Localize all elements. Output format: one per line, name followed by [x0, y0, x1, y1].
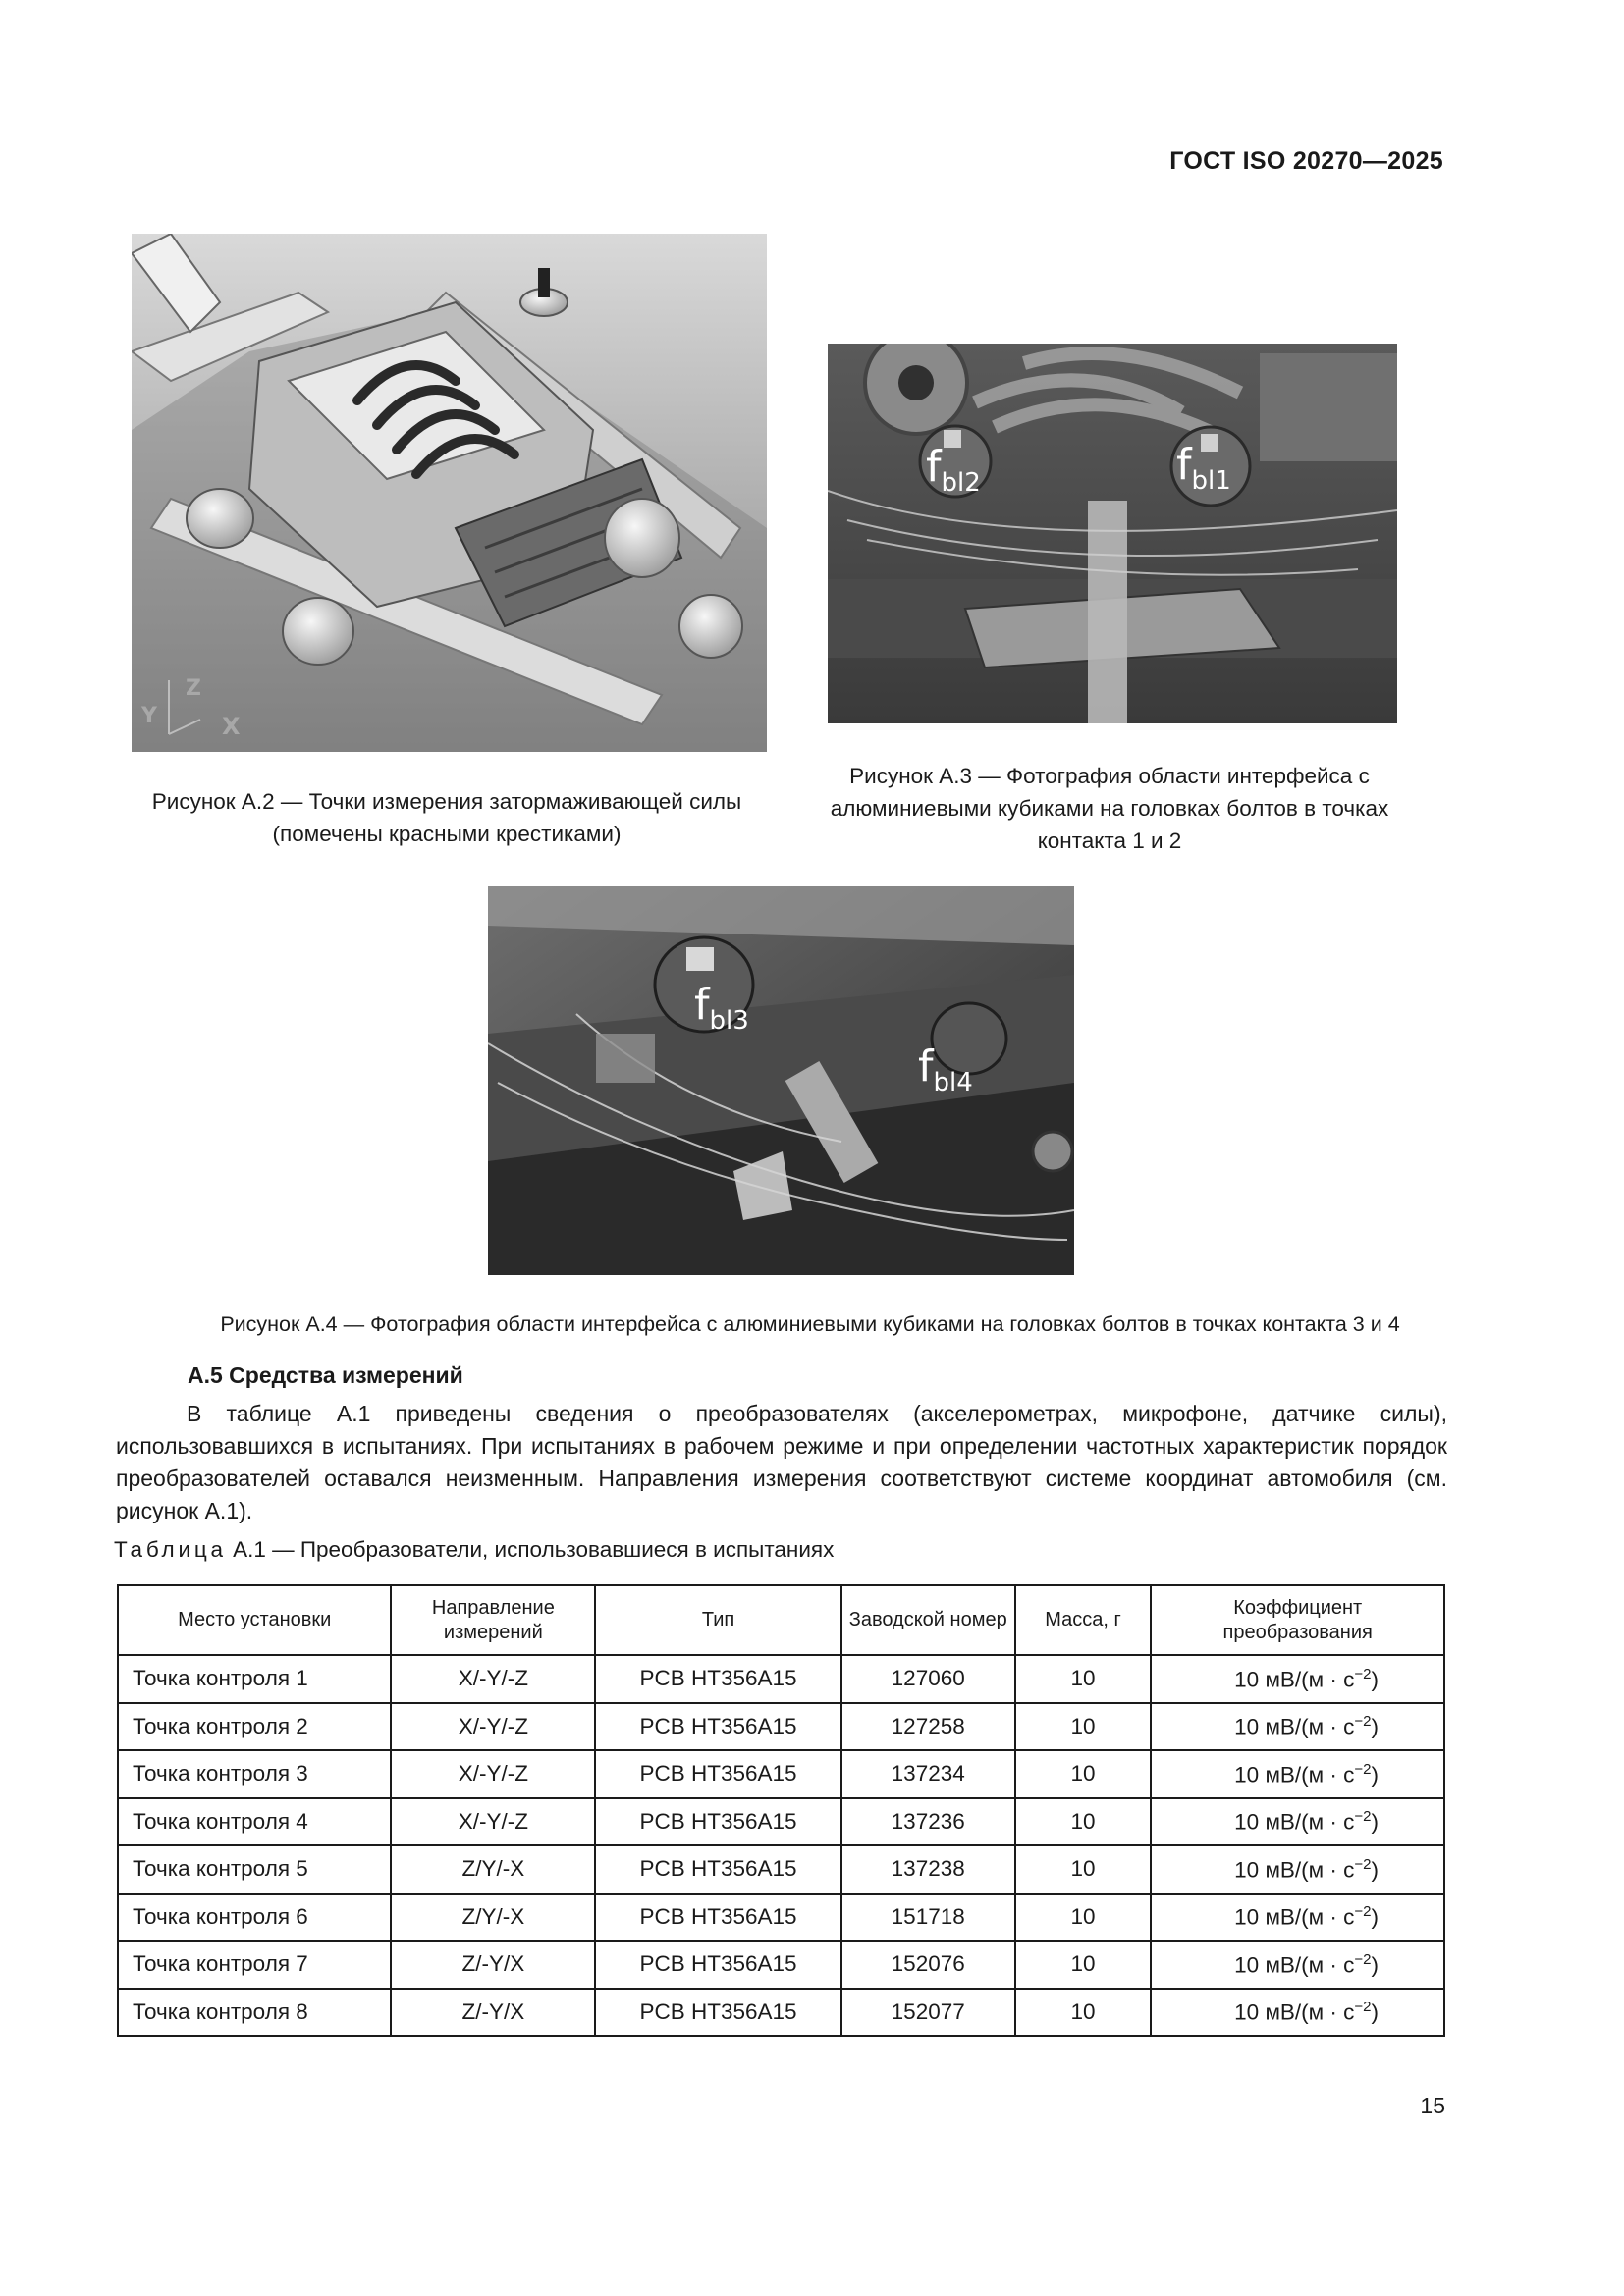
coefficient-value: 10 мВ/(м · с: [1234, 1857, 1355, 1882]
cell-place: Точка контроля 1: [118, 1655, 391, 1703]
coefficient-value: 10 мВ/(м · с: [1234, 1714, 1355, 1739]
table-row: [118, 1941, 1444, 1989]
cell-mass: 10: [1015, 1941, 1152, 1989]
cell-place: Точка контроля 3: [118, 1750, 391, 1798]
cell-coefficient: [1151, 1750, 1444, 1798]
cell-type: PCB HT356A15: [595, 1894, 841, 1942]
coefficient-value: 10 мВ/(м · с: [1234, 1904, 1355, 1930]
cell-place: Точка контроля 8: [118, 1989, 391, 2037]
transducer-table: [117, 1584, 1445, 2037]
cell-type: PCB HT356A15: [595, 1798, 841, 1846]
cell-direction: Z/-Y/X: [391, 1989, 595, 2037]
cell-coefficient: [1151, 1941, 1444, 1989]
figure-a2-image: [132, 234, 767, 752]
header-type: Тип: [595, 1585, 841, 1655]
cell-coefficient: [1151, 1655, 1444, 1703]
paragraph-text: В таблице А.1 приведены сведения о преобразователях (акселерометрах, микрофоне, датчике силы), использовавшихся в испытаниях. При испытаниях в рабочем режиме и при определении частотных характеристик порядок преобразователей оставался неизменным. Направления измерения соответствуют системе координат автомобиля (см. рисунок А.1).: [116, 1401, 1447, 1523]
header-coefficient: Коэффициент преобразования: [1151, 1585, 1444, 1655]
cell-direction: Z/Y/-X: [391, 1845, 595, 1894]
coefficient-close: ): [1371, 1952, 1379, 1977]
cell-mass: 10: [1015, 1750, 1152, 1798]
figure-a3-photo: [828, 344, 1397, 723]
cell-type: PCB HT356A15: [595, 1845, 841, 1894]
cell-direction: X/-Y/-Z: [391, 1703, 595, 1751]
section-paragraph: [116, 1398, 1447, 1527]
label-fbl2: $f_{bl2}$: [926, 442, 981, 498]
coefficient-exponent: −2: [1354, 1760, 1372, 1778]
cell-serial: 127060: [841, 1655, 1015, 1703]
coefficient-close: ): [1371, 1714, 1379, 1739]
cell-coefficient: [1151, 1989, 1444, 2037]
coefficient-value: 10 мВ/(м · с: [1234, 1809, 1355, 1835]
label-fbl3: $f_{bl3}$: [694, 980, 749, 1036]
figure-a3-image: [828, 344, 1397, 723]
section-heading: А.5 Средства измерений: [188, 1362, 463, 1388]
cell-direction: Z/-Y/X: [391, 1941, 595, 1989]
cell-mass: 10: [1015, 1989, 1152, 2037]
cell-serial: 152076: [841, 1941, 1015, 1989]
coefficient-close: ): [1371, 1857, 1379, 1882]
table-row: [118, 1750, 1444, 1798]
header-direction: Направление измерений: [391, 1585, 595, 1655]
table-caption: [114, 1537, 834, 1563]
axis-label-z: Z: [186, 676, 201, 701]
cell-mass: 10: [1015, 1655, 1152, 1703]
coefficient-value: 10 мВ/(м · с: [1234, 1952, 1355, 1977]
figure-a2-caption: Рисунок А.2 — Точки измерения затормаживающей силы (помечены красными крестиками): [151, 789, 742, 846]
table-row: [118, 1989, 1444, 2037]
coefficient-close: ): [1371, 1809, 1379, 1835]
cell-mass: 10: [1015, 1894, 1152, 1942]
cell-direction: X/-Y/-Z: [391, 1798, 595, 1846]
cell-place: Точка контроля 5: [118, 1845, 391, 1894]
header-place: Место установки: [118, 1585, 391, 1655]
coefficient-exponent: −2: [1354, 1950, 1372, 1968]
figure-a2-render: [132, 234, 767, 752]
coefficient-close: ): [1371, 1762, 1379, 1787]
coefficient-value: 10 мВ/(м · с: [1234, 1762, 1355, 1787]
cell-serial: 152077: [841, 1989, 1015, 2037]
cell-place: Точка контроля 6: [118, 1894, 391, 1942]
cell-direction: Z/Y/-X: [391, 1894, 595, 1942]
axis-label-y: Y: [141, 704, 157, 728]
cell-type: PCB HT356A15: [595, 1703, 841, 1751]
table-caption-label: Таблица: [114, 1537, 227, 1562]
coefficient-close: ): [1371, 1667, 1379, 1691]
table-caption-text: А.1 — Преобразователи, использовавшиеся в испытаниях: [226, 1537, 835, 1562]
cell-type: PCB HT356A15: [595, 1750, 841, 1798]
table-header-row: [118, 1585, 1444, 1655]
coefficient-exponent: −2: [1354, 1855, 1372, 1873]
cell-coefficient: [1151, 1703, 1444, 1751]
coefficient-exponent: −2: [1354, 1665, 1372, 1682]
label-fbl1: $f_{bl1}$: [1176, 440, 1231, 496]
coefficient-exponent: −2: [1354, 1808, 1372, 1825]
table-row: [118, 1798, 1444, 1846]
page-number: 15: [1420, 2093, 1445, 2118]
cell-coefficient: [1151, 1798, 1444, 1846]
cell-serial: 137238: [841, 1845, 1015, 1894]
figure-a4-caption: Рисунок А.4 — Фотография области интерфейса с алюминиевыми кубиками на головках болтов в точках контакта 3 и 4: [220, 1312, 1400, 1336]
header-mass: Масса, г: [1015, 1585, 1152, 1655]
cell-serial: 137234: [841, 1750, 1015, 1798]
coefficient-close: ): [1371, 1904, 1379, 1930]
cell-serial: 151718: [841, 1894, 1015, 1942]
coefficient-exponent: −2: [1354, 1903, 1372, 1920]
cell-place: Точка контроля 2: [118, 1703, 391, 1751]
coefficient-value: 10 мВ/(м · с: [1234, 2000, 1355, 2025]
cell-mass: 10: [1015, 1845, 1152, 1894]
cell-place: Точка контроля 7: [118, 1941, 391, 1989]
cell-coefficient: [1151, 1845, 1444, 1894]
header-serial: Заводской номер: [841, 1585, 1015, 1655]
table-row: [118, 1655, 1444, 1703]
coefficient-exponent: −2: [1354, 1713, 1372, 1730]
table-row: [118, 1845, 1444, 1894]
table-row: [118, 1894, 1444, 1942]
cell-type: PCB HT356A15: [595, 1941, 841, 1989]
figure-a3-caption: Рисунок А.3 — Фотография области интерфейса с алюминиевыми кубиками на головках болтов в точках контакта 1 и 2: [830, 764, 1389, 853]
cell-place: Точка контроля 4: [118, 1798, 391, 1846]
cell-direction: X/-Y/-Z: [391, 1750, 595, 1798]
figure-a4-photo: [488, 886, 1074, 1275]
table-row: [118, 1703, 1444, 1751]
cell-type: PCB HT356A15: [595, 1655, 841, 1703]
coefficient-close: ): [1371, 2000, 1379, 2025]
cell-coefficient: [1151, 1894, 1444, 1942]
cell-type: PCB HT356A15: [595, 1989, 841, 2037]
label-fbl4: $f_{bl4}$: [918, 1041, 973, 1097]
cell-serial: 137236: [841, 1798, 1015, 1846]
cell-mass: 10: [1015, 1703, 1152, 1751]
axis-label-x: X: [222, 713, 241, 740]
cell-serial: 127258: [841, 1703, 1015, 1751]
cell-direction: X/-Y/-Z: [391, 1655, 595, 1703]
cell-mass: 10: [1015, 1798, 1152, 1846]
coefficient-exponent: −2: [1354, 1999, 1372, 2015]
figure-a4-image: [488, 886, 1074, 1275]
document-header: ГОСТ ISO 20270—2025: [1169, 147, 1443, 175]
coefficient-value: 10 мВ/(м · с: [1234, 1667, 1355, 1691]
